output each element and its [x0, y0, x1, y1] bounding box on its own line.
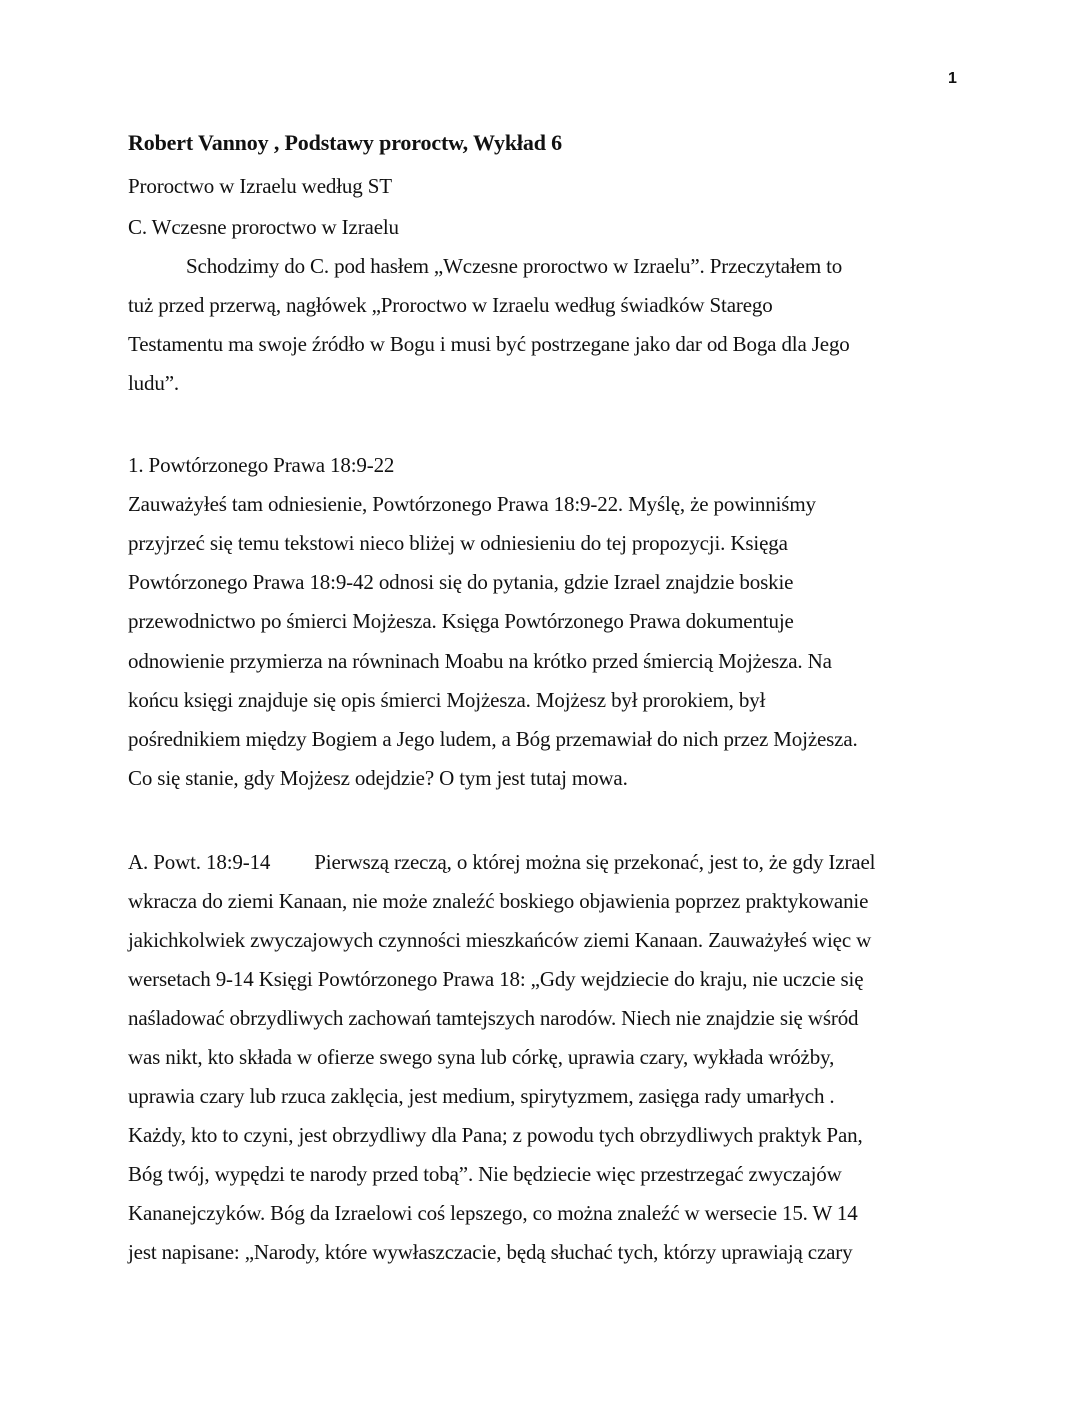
section-a-line: Każdy, kto to czyni, jest obrzydliwy dla Pana; z powodu tych obrzydliwych praktyk Pan, — [128, 1123, 863, 1147]
section-a-line: jest napisane: „Narody, które wywłaszczacie, będą słuchać tych, którzy uprawiają czary — [128, 1240, 853, 1264]
intro-line: tuż przed przerwą, nagłówek „Proroctwo w Izraelu według świadków Starego — [128, 293, 773, 317]
section-1-line: końcu księgi znajduje się opis śmierci Mojżesza. Mojżesz był prorokiem, był — [128, 688, 766, 712]
section-a-line: uprawia czary lub rzuca zaklęcia, jest medium, spirytyzmem, zasięga rady umarłych . — [128, 1084, 835, 1108]
intro-line: Schodzimy do C. pod hasłem „Wczesne proroctwo w Izraelu”. Przeczytałem to — [186, 254, 843, 278]
intro-line: Testamentu ma swoje źródło w Bogu i musi być postrzegane jako dar od Boga dla Jego — [128, 332, 850, 356]
section-1-line: przyjrzeć się temu tekstowi nieco bliżej w odniesieniu do tej propozycji. Księga — [128, 531, 788, 555]
document-subtitle: Proroctwo w Izraelu według ST — [128, 174, 392, 198]
section-a-line: jakichkolwiek zwyczajowych czynności mieszkańców ziemi Kanaan. Zauważyłeś więc w — [128, 928, 872, 952]
section-1-line: Zauważyłeś tam odniesienie, Powtórzonego Prawa 18:9-22. Myślę, że powinniśmy — [128, 492, 816, 516]
section-a-line: wkracza do ziemi Kanaan, nie może znaleźć boskiego objawienia poprzez praktykowanie — [128, 889, 869, 913]
page-number: 1 — [948, 70, 957, 87]
document-title: Robert Vannoy , Podstawy proroctw, Wykład 6 — [128, 130, 563, 155]
section-1-line: Co się stanie, gdy Mojżesz odejdzie? O tym jest tutaj mowa. — [128, 766, 628, 790]
section-a-line: was nikt, kto składa w ofierze swego syna lub córkę, uprawia czary, wykłada wróżby, — [128, 1045, 835, 1069]
section-a-line: naśladować obrzydliwych zachowań tamtejszych narodów. Niech nie znajdzie się wśród — [128, 1006, 859, 1030]
section-c-heading: C. Wczesne proroctwo w Izraelu — [128, 215, 399, 239]
section-1-heading: 1. Powtórzonego Prawa 18:9-22 — [128, 453, 395, 477]
section-a-label: A. Powt. 18:9-14 — [128, 850, 271, 874]
section-a-first-text: Pierwszą rzeczą, o której można się przekonać, jest to, że gdy Izrael — [314, 850, 876, 874]
section-a-line: Bóg twój, wypędzi te narody przed tobą”. Nie będziecie więc przestrzegać zwyczajów — [128, 1162, 842, 1186]
section-1-line: przewodnictwo po śmierci Mojżesza. Księga Powtórzonego Prawa dokumentuje — [128, 609, 794, 633]
intro-line: ludu”. — [128, 371, 180, 395]
section-1-line: pośrednikiem między Bogiem a Jego ludem, a Bóg przemawiał do nich przez Mojżesza. — [128, 727, 858, 751]
section-a-line: wersetach 9-14 Księgi Powtórzonego Prawa 18: „Gdy wejdziecie do kraju, nie uczcie się — [128, 967, 864, 991]
section-a-first-line — [128, 849, 875, 875]
section-a-line: Kananejczyków. Bóg da Izraelowi coś lepszego, co można znaleźć w wersecie 15. W 14 — [128, 1201, 858, 1225]
section-1-line: odnowienie przymierza na równinach Moabu na krótko przed śmiercią Mojżesza. Na — [128, 649, 832, 673]
section-1-line: Powtórzonego Prawa 18:9-42 odnosi się do pytania, gdzie Izrael znajdzie boskie — [128, 570, 794, 594]
